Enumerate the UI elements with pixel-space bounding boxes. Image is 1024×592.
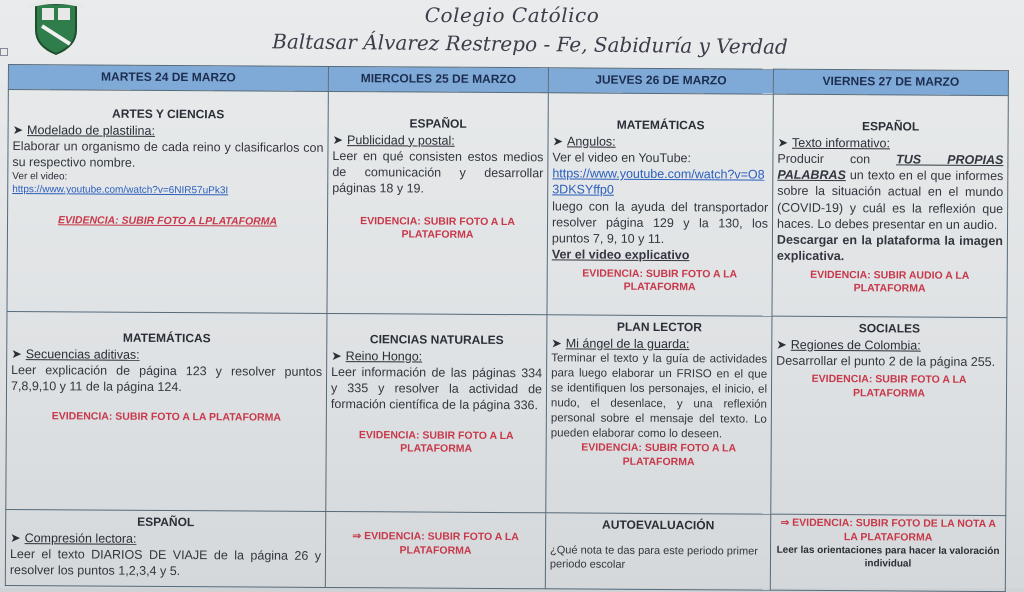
evidence-note: EVIDENCIA: SUBIR AUDIO A LA PLATAFORMA xyxy=(810,268,970,295)
cell-wed-1 xyxy=(327,91,548,314)
day-header-thu: JUEVES 26 DE MARZO xyxy=(548,68,773,94)
video-label: Ver el video: xyxy=(12,171,68,183)
topic xyxy=(331,348,542,366)
topic-text: Modelado de plastilina: xyxy=(27,122,155,138)
day-header-wed: MIERCOLES 25 DE MARZO xyxy=(328,66,548,92)
cell-tue-2 xyxy=(6,311,327,511)
margin-marker xyxy=(0,48,8,56)
topic xyxy=(551,335,767,353)
evidence-note: ⇒ EVIDENCIA: SUBIR FOTO DE LA NOTA A LA PLATAFORMA xyxy=(780,516,996,544)
topic xyxy=(332,132,543,150)
arrow-bullet-icon: ➤ xyxy=(331,348,342,363)
topic xyxy=(777,134,1003,152)
arrow-bullet-icon: ➤ xyxy=(552,133,564,148)
topic xyxy=(776,336,1002,354)
topic-text: Reino Hongo: xyxy=(345,348,423,364)
topic-text: Secuencias aditivas: xyxy=(25,346,140,362)
task-description-1: Ver el video en YouTube: xyxy=(552,150,692,166)
evidence-note: EVIDENCIA: SUBIR FOTO A LA PLATAFORMA xyxy=(51,410,282,425)
cell-wed-2 xyxy=(326,313,547,512)
subject-title: ESPAÑOL xyxy=(137,514,195,530)
subject-title: SOCIALES xyxy=(858,321,921,336)
subject-title: CIENCIAS NATURALES xyxy=(369,332,504,348)
cell-tue-1 xyxy=(7,90,328,314)
arrow-bullet-icon: ➤ xyxy=(777,135,789,150)
task-description: Leer las orientaciones para hacer la valoración individual xyxy=(776,544,1000,570)
evidence-note: EVIDENCIA: SUBIR FOTO A LA PLATAFORMA xyxy=(811,373,967,400)
arrow-bullet-icon: ➤ xyxy=(10,530,21,545)
desc-part-1: Producir con xyxy=(777,151,871,167)
subject-title: MATEMÁTICAS xyxy=(122,330,211,346)
subject-title: ARTES Y CIENCIAS xyxy=(112,106,225,122)
day-header-tue: MARTES 24 DE MARZO xyxy=(8,65,328,92)
desc-part-2: un texto en el que informes sobre la situación actual en el mundo (COVID-19) y cuál es la reflexión que haces. Lo debes presentar en un audio. xyxy=(776,168,1004,232)
task-description xyxy=(777,151,1003,234)
topic xyxy=(10,530,321,548)
topic xyxy=(552,133,768,151)
arrow-bullet-icon: ➤ xyxy=(12,122,24,137)
cell-thu-2 xyxy=(546,315,772,514)
subject-title: MATEMÁTICAS xyxy=(616,117,705,133)
arrow-bullet-icon: ➤ xyxy=(332,132,344,147)
task-description-2: luego con la ayuda del transportador resolver página 129 y la 130, los puntos 7, 9, 10 y 11. xyxy=(551,198,769,247)
cell-thu-3 xyxy=(545,513,770,590)
task-description: Desarrollar el punto 2 de la página 255. xyxy=(776,353,996,369)
arrow-bullet-icon: ➤ xyxy=(551,335,562,350)
task-description: Terminar el texto y la guía de actividades para luego elaborar un FRISO en el que se identifiquen los personajes, el inicio, el nudo, el desenlace, y una reflexión personal sobre el mensaje del texto. Lo pueden elaborar como lo deseen. xyxy=(550,352,768,440)
evidence-note: EVIDENCIA: SUBIR FOTO A LA PLATAFORMA xyxy=(358,428,514,456)
arrow-bullet-icon: ➤ xyxy=(776,337,787,352)
subject-title: ESPAÑOL xyxy=(409,116,467,131)
document-header xyxy=(0,0,1024,66)
subject-title: PLAN LECTOR xyxy=(616,319,703,335)
video-link[interactable]: https://www.youtube.com/watch?v=O83DKSYffp0 xyxy=(552,166,765,198)
task-description: Leer información de las páginas 334 y 335 y resolver la actividad de formación científica de la página 336. xyxy=(330,364,543,413)
cell-wed-3 xyxy=(325,511,545,588)
task-description: ¿Qué nota te das para este periodo primer periodo escolar xyxy=(549,543,758,571)
topic-text: Mi ángel de la guarda: xyxy=(565,336,690,351)
table-row xyxy=(5,509,1005,591)
evidence-note: ⇒ EVIDENCIA: SUBIR FOTO A LA PLATAFORMA xyxy=(352,530,519,557)
evidence-note: EVIDENCIA: SUBIR FOTO A LA PLATAFORMA xyxy=(581,441,737,469)
cell-tue-3 xyxy=(5,509,325,587)
topic-text: Compresión lectora: xyxy=(24,530,137,546)
desc-emphasis: TUS PROPIAS PALABRAS xyxy=(777,152,1004,183)
task-description: Leer explicación de página 123 y resolver puntos 7,8,9,10 y 11 de la página 124. xyxy=(10,362,323,395)
evidence-note: EVIDENCIA: SUBIR FOTO A LPLATAFORMA xyxy=(57,214,278,228)
cell-fri-1 xyxy=(772,94,1008,317)
evidence-note: EVIDENCIA: SUBIR FOTO A LA PLATAFORMA xyxy=(582,267,738,294)
task-description: Leer en qué consisten estos medios de comunicación y desarrollar páginas 18 y 19. xyxy=(332,148,544,196)
task-description: Leer el texto DIARIOS DE VIAJE de la página 26 y resolver los puntos 1,2,3,4 y 5. xyxy=(9,546,322,579)
video-link-text[interactable]: Ver el video explicativo xyxy=(551,247,690,263)
topic-text: Publicidad y postal: xyxy=(346,132,455,148)
subject-title: ESPAÑOL xyxy=(862,119,920,134)
topic-text: Regiones de Colombia: xyxy=(790,337,921,353)
table-row xyxy=(7,90,1008,318)
download-instruction: Descargar en la plataforma la imagen explicativa. xyxy=(776,232,1003,264)
cell-thu-1 xyxy=(547,93,773,316)
subject-title: AUTOEVALUACIÓN xyxy=(602,517,715,533)
school-name: Colegio Católico xyxy=(424,3,600,27)
cell-fri-2 xyxy=(771,316,1007,515)
table-row xyxy=(6,311,1007,515)
arrow-bullet-icon: ➤ xyxy=(11,346,22,361)
evidence-note: EVIDENCIA: SUBIR FOTO A LA PLATAFORMA xyxy=(360,214,515,242)
video-link[interactable]: https://www.youtube.com/watch?v=6NIR57uPk3I xyxy=(12,184,229,197)
topic-text: Texto informativo: xyxy=(791,135,891,150)
cell-fri-3 xyxy=(770,514,1005,591)
topic xyxy=(13,122,324,140)
weekly-schedule-table xyxy=(5,64,1009,592)
day-header-fri: VIERNES 27 DE MARZO xyxy=(773,69,1008,95)
topic-text: Angulos: xyxy=(566,134,616,149)
school-motto: Baltasar Álvarez Restrepo - Fe, Sabiduría y Verdad xyxy=(272,29,788,59)
task-description: Elaborar un organismo de cada reino y clasificarlos con su respectivo nombre. xyxy=(12,138,324,170)
topic xyxy=(11,346,322,364)
